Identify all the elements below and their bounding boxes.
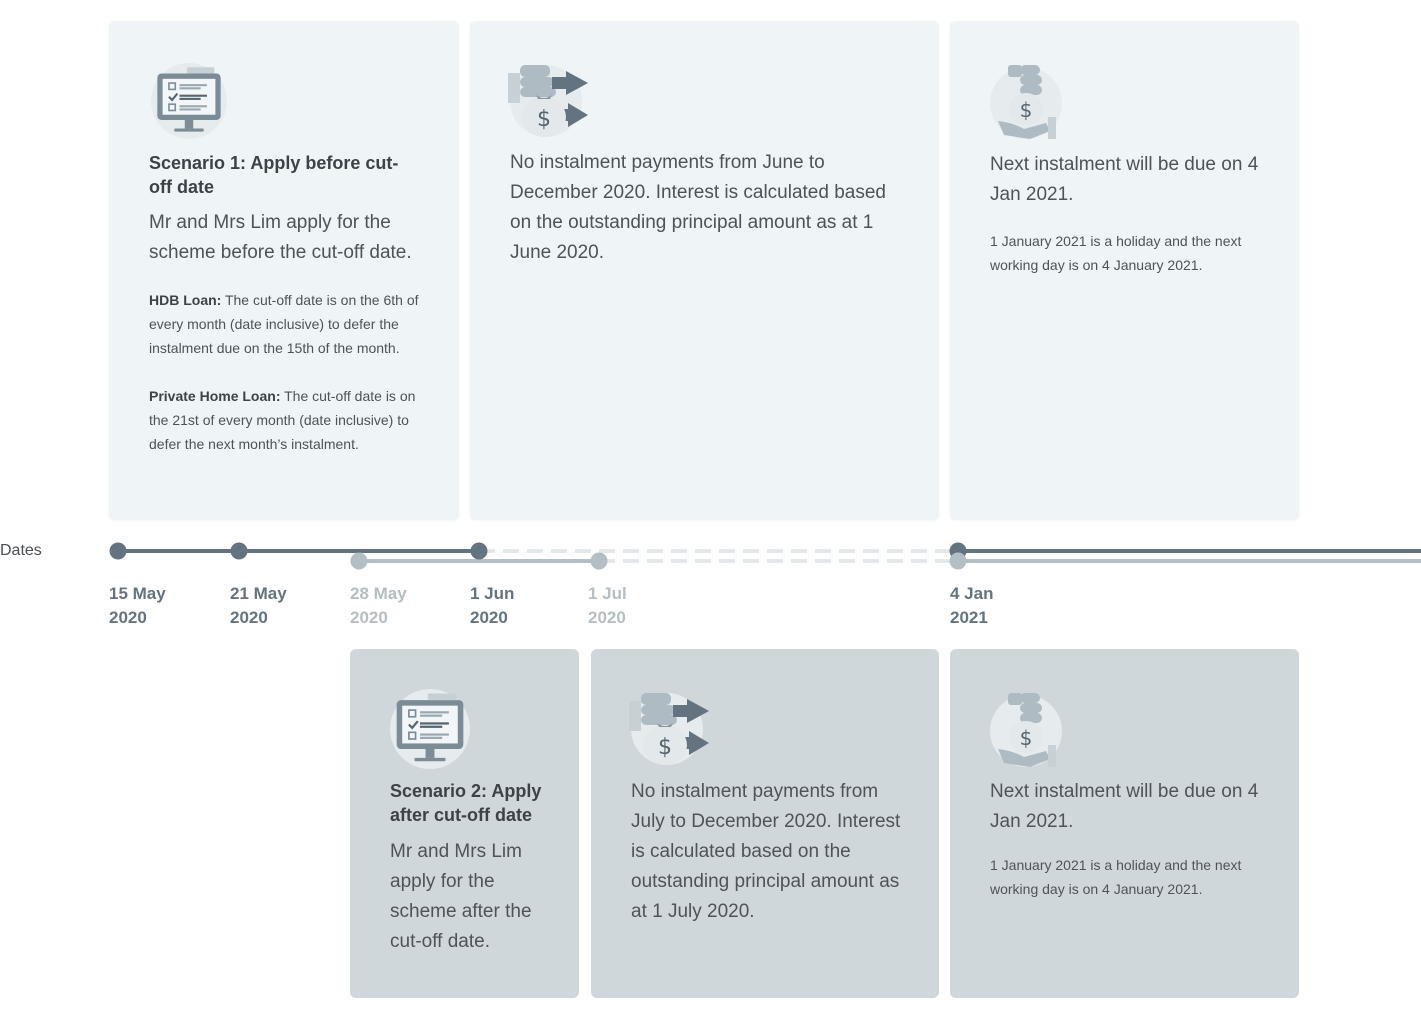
scenario1-deferment-text: No instalment payments from June to December 2020. Interest is calculated based on the outstanding principal amount as at 1 June 2020.	[510, 152, 886, 263]
private-loan-label: Private Home Loan:	[149, 388, 281, 404]
scenario2-deferment-text: No instalment payments from July to December 2020. Interest is calculated based on the outstanding principal amount as at 1 July 2020.	[631, 781, 901, 922]
hdb-loan-label: HDB Loan:	[149, 292, 222, 308]
scenario1-card-apply	[109, 21, 459, 520]
money-bag-hand-icon	[988, 61, 1064, 141]
scenario2-next-instalment-text: Next instalment will be due on 4 Jan 2021.	[990, 781, 1259, 832]
scenario1-card-deferment	[470, 21, 939, 520]
scenario1-card-next-instalment	[950, 21, 1299, 520]
timeline-date-label: 15 May 2020	[109, 584, 166, 627]
computer-checklist-icon	[151, 63, 227, 139]
scenario2-card-next-instalment	[950, 649, 1299, 998]
money-bag-hand-icon	[988, 689, 1064, 769]
timeline-marker-21-may	[231, 543, 248, 560]
timeline-date-label: 1 Jun 2020	[470, 584, 515, 627]
scenario2-card-apply	[350, 649, 579, 998]
timeline-date-label: 1 Jul 2020	[588, 584, 627, 627]
private-loan-note	[149, 384, 421, 456]
timeline-marker-1-jul	[591, 553, 608, 570]
scenario2-card-deferment	[591, 649, 939, 998]
timeline-marker-15-may	[110, 543, 127, 560]
hdb-loan-note	[149, 288, 421, 360]
hdb-loan-text: The cut-off date is on the 6th of every month (date inclusive) to defer the instalment due on the 15th of the month.	[149, 292, 419, 356]
timeline-date-label: 21 May 2020	[230, 584, 287, 627]
scenario1-holiday-note: 1 January 2021 is a holiday and the next working day is on 4 January 2021.	[990, 233, 1242, 273]
scenario1-next-instalment-text: Next instalment will be due on 4 Jan 2021.	[990, 154, 1259, 205]
timeline-marker-1-jun	[471, 543, 488, 560]
money-transfer-icon	[629, 687, 711, 769]
money-transfer-icon	[508, 59, 590, 141]
scenario2-title: Scenario 2: Apply after cut-off date	[390, 781, 542, 825]
timeline-marker-4-jan-light	[950, 553, 967, 570]
timeline-axis-label: Dates	[0, 542, 42, 559]
timeline-marker-28-may	[351, 553, 368, 570]
private-loan-text: The cut-off date is on the 21st of every month (date inclusive) to defer the next month’s instalment.	[149, 388, 416, 452]
computer-checklist-icon	[390, 689, 470, 769]
scenario1-title: Scenario 1: Apply before cut-off date	[149, 153, 399, 197]
timeline-date-label: 28 May 2020	[350, 584, 407, 627]
timeline-date-label: 4 Jan 2021	[950, 584, 994, 627]
scenario2-description: Mr and Mrs Lim apply for the scheme after the cut-off date.	[390, 841, 532, 952]
timeline	[0, 530, 1421, 575]
scenario1-description: Mr and Mrs Lim apply for the scheme before the cut-off date.	[149, 212, 412, 263]
scenario2-holiday-note: 1 January 2021 is a holiday and the next working day is on 4 January 2021.	[990, 857, 1242, 897]
